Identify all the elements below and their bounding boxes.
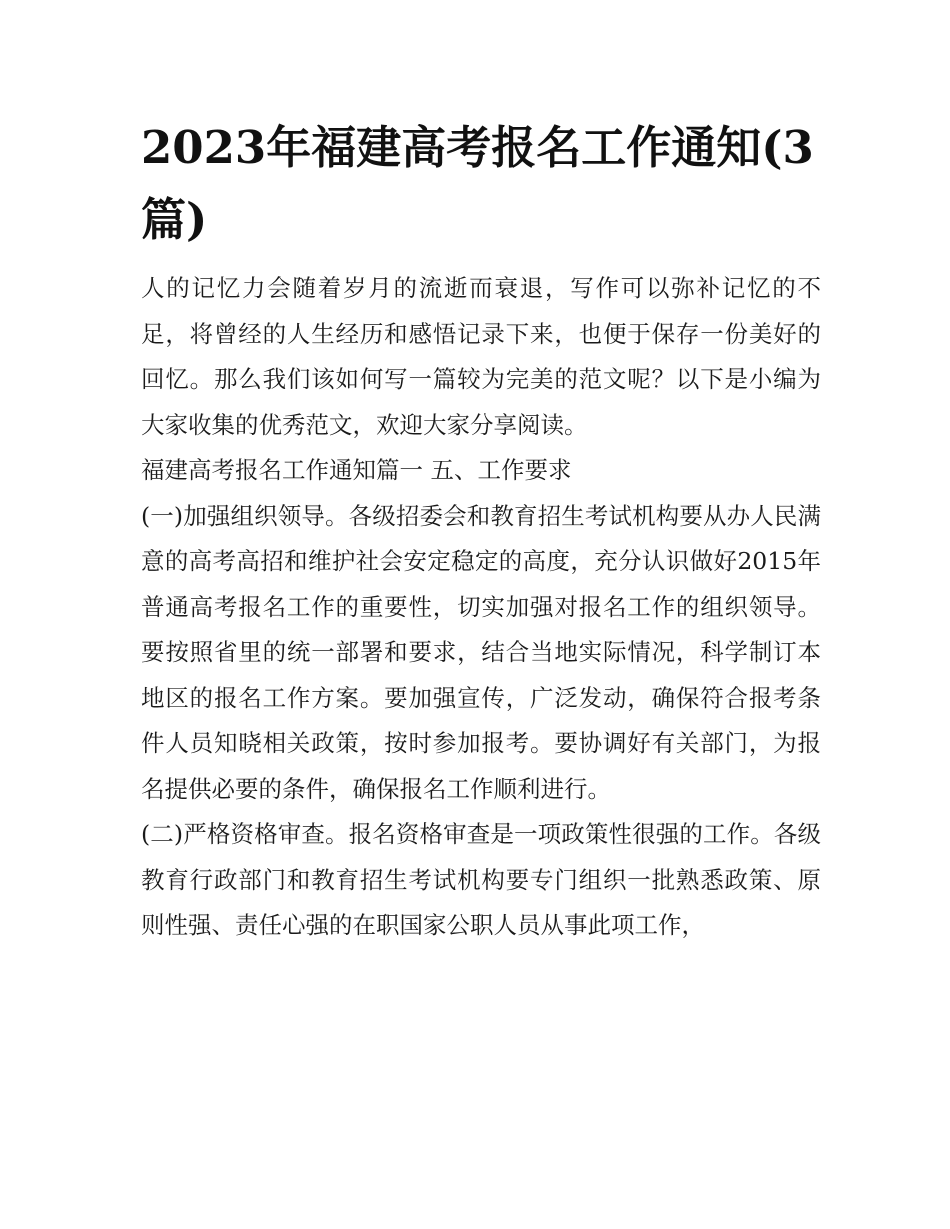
- section-heading: 福建高考报名工作通知篇一 五、工作要求: [141, 456, 572, 484]
- document-title: 2023年福建高考报名工作通知(3篇): [141, 121, 814, 246]
- requirement-paragraph-2: (二)严格资格审查。报名资格审查是一项政策性很强的工作。各级教育行政部门和教育招生考试机构要专门组织一批熟悉政策、原则性强、责任心强的在职国家公职人员从事此项工作，: [141, 820, 821, 939]
- intro-paragraph: 人的记忆力会随着岁月的流逝而衰退，写作可以弥补记忆的不足，将曾经的人生经历和感悟记录下来，也便于保存一份美好的回忆。那么我们该如何写一篇较为完美的范文呢？以下是小编为大家收集的优秀范文，欢迎大家分享阅读。: [141, 274, 821, 439]
- document-body: [141, 266, 821, 949]
- document-page: [141, 112, 821, 949]
- requirement-paragraph-1: (一)加强组织领导。各级招委会和教育招生考试机构要从办人民满意的高考高招和维护社会安定稳定的高度，充分认识做好2015年普通高考报名工作的重要性，切实加强对报名工作的组织领导。要按照省里的统一部署和要求，结合当地实际情况，科学制订本地区的报名工作方案。要加强宣传，广泛发动，确保符合报考条件人员知晓相关政策，按时参加报考。要协调好有关部门，为报名提供必要的条件，确保报名工作顺利进行。: [141, 501, 821, 803]
